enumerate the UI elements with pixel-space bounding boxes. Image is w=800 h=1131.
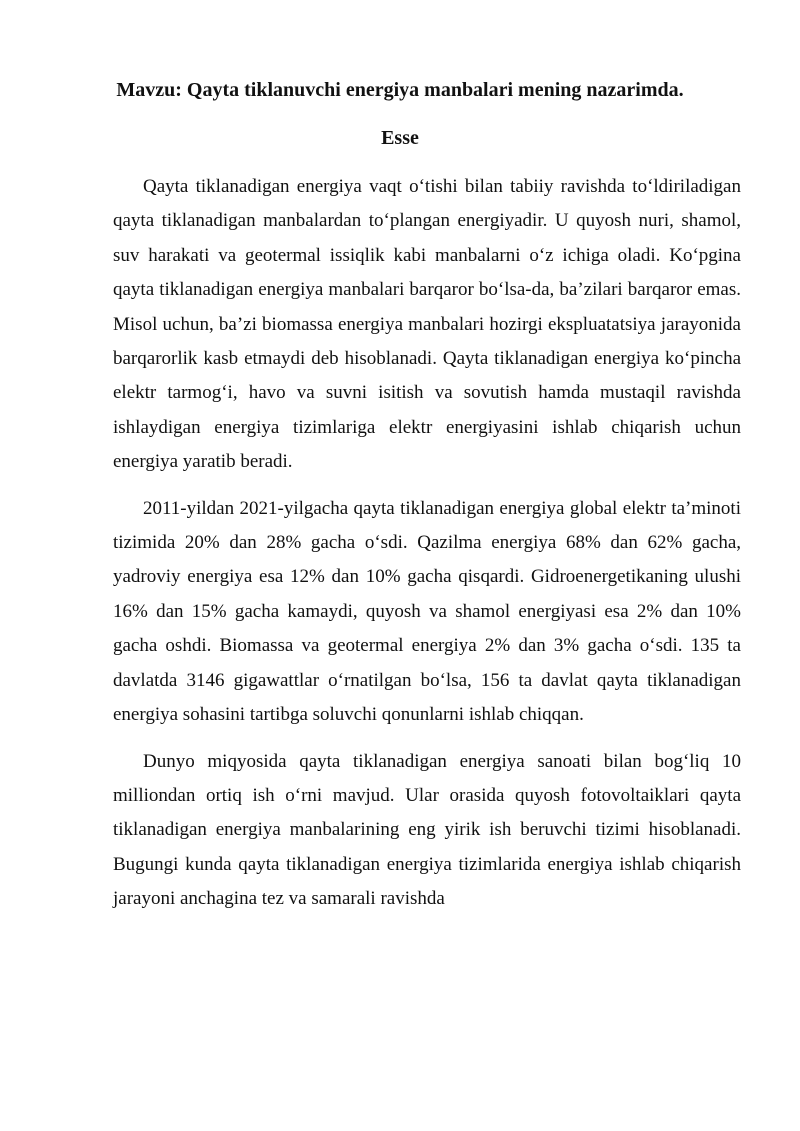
paragraph-1: Qayta tiklanadigan energiya vaqt o‘tishi bilan tabiiy ravishda to‘ldiriladigan qayta tiklanadigan manbalardan to‘plangan energiyadir. U quyosh nuri, shamol, suv harakati va geotermal issiqlik kabi manbalarni o‘z ichiga oladi. Ko‘pgina qayta tiklanadigan energiya manbalari barqaror bo‘lsa-da, ba’zilari barqaror emas. Misol uchun, ba’zi biomassa energiya manbalari hozirgi ekspluatatsiya jarayonida barqarorlik kasb etmaydi deb hisoblanadi. Qayta tiklanadigan energiya ko‘pincha elektr tarmog‘i, havo va suvni isitish va sovutish hamda mustaqil ravishda ishlaydigan energiya tizimlariga elektr energiyasini ishlab chiqarish uchun energiya yaratib beradi. — [113, 176, 741, 473]
paragraph-3: Dunyo miqyosida qayta tiklanadigan energiya sanoati bilan bog‘liq 10 milliondan ortiq ish o‘rni mavjud. Ular orasida quyosh fotovoltaiklari qayta tiklanadigan energiya manbalarining eng yirik ish beruvchi tizimi hisoblanadi. Bugungi kunda qayta tiklanadigan energiya tizimlarida energiya ishlab chiqarish jarayoni anchagina tez va samarali ravishda — [113, 750, 741, 910]
paragraph-2: 2011-yildan 2021-yilgacha qayta tiklanadigan energiya global elektr ta’minoti tizimida 20% dan 28% gacha o‘sdi. Qazilma energiya 68% dan 62% gacha, yadroviy energiya esa 12% dan 10% gacha qisqardi. Gidroenergetikaning ulushi 16% dan 15% gacha kamaydi, quyosh va shamol energiyasi esa 2% dan 10% gacha oshdi. Biomassa va geotermal energiya 2% dan 3% gacha o‘sdi. 135 ta davlatda 3146 gigawattlar o‘rnatilgan bo‘lsa, 156 ta davlat qayta tiklanadigan energiya sohasini tartibga soluvchi qonunlarni ishlab chiqqan. — [113, 497, 741, 726]
document-title: Mavzu: Qayta tiklanuvchi energiya manbalari mening nazarimda. — [116, 79, 684, 101]
document-subtitle: Esse — [381, 127, 419, 149]
essay-body — [113, 170, 741, 929]
